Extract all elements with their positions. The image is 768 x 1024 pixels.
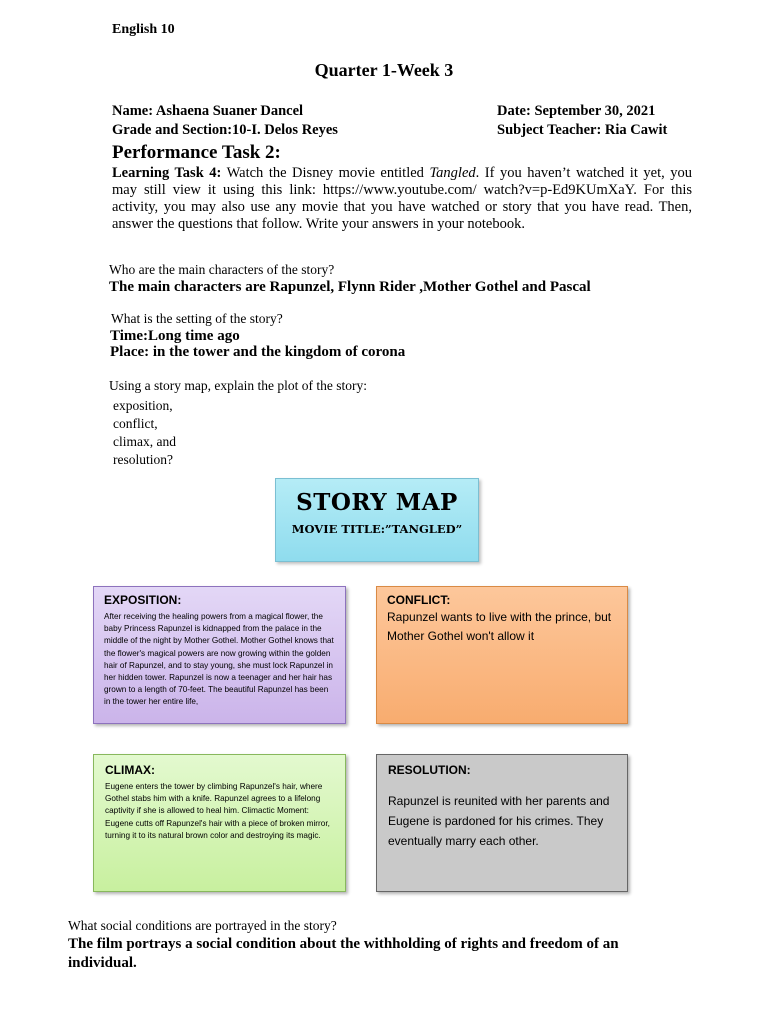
- learning-task-text-post: . If you haven’t watched it yet, you may still view it using this link: https://www.youtube.com/ watch?v=p-Ed9KUmXaY. For this activity, you may also use any movie that you have watched or story that you have read. Then, answer the questions that follow. Write your answers in your notebook.: [112, 165, 692, 232]
- question-plot: Using a story map, explain the plot of the story:: [109, 378, 367, 393]
- climax-box: [93, 754, 346, 892]
- learning-task-label: Learning Task 4:: [112, 165, 222, 181]
- plot-list: [113, 397, 176, 469]
- question-social-conditions: What social conditions are portrayed in the story?: [68, 918, 337, 933]
- story-map-movie-title: MOVIE TITLE:”TANGLED”: [291, 522, 463, 536]
- conflict-text: Rapunzel wants to live with the prince, but Mother Gothel won't allow it: [387, 610, 612, 643]
- answer-setting-place: Place: in the tower and the kingdom of corona: [110, 344, 406, 360]
- question-setting: What is the setting of the story?: [111, 311, 283, 326]
- date-label: Date: September 30, 2021: [497, 103, 656, 119]
- conflict-label: CONFLICT:: [387, 593, 451, 607]
- grade-section: Grade and Section:10-I. Delos Reyes: [112, 122, 338, 138]
- story-map-title: STORY MAP: [296, 489, 458, 516]
- plot-item: exposition,: [113, 398, 173, 413]
- resolution-box: [376, 754, 628, 892]
- movie-title-italic: Tangled: [429, 165, 476, 181]
- course-label: English 10: [112, 22, 175, 37]
- subject-teacher: Subject Teacher: Ria Cawit: [497, 122, 668, 138]
- plot-item: resolution?: [113, 452, 173, 467]
- page-title: Quarter 1-Week 3: [314, 60, 454, 80]
- answer-social-conditions: The film portrays a social condition about the withholding of rights and freedom of an individual.: [68, 936, 619, 971]
- exposition-box: [93, 586, 346, 724]
- climax-text: Eugene enters the tower by climbing Rapunzel's hair, where Gothel stabs him with a knife. Rapunzel agrees to a lifelong captivity if she is allowed to heal him. Climactic Moment: Eugene cutts off Rapunzel's hair with a piece of broken mirror, turning it to its natural brown color and destroying its magic.: [105, 782, 330, 840]
- question-characters: Who are the main characters of the story?: [109, 262, 335, 277]
- student-name: Name: Ashaena Suaner Dancel: [112, 103, 304, 119]
- story-map-header: [275, 478, 479, 562]
- task-heading: Performance Task 2:: [112, 142, 281, 163]
- answer-setting-time: Time:Long time ago: [110, 328, 240, 344]
- resolution-label: RESOLUTION:: [388, 763, 471, 777]
- learning-task-paragraph: [112, 165, 692, 233]
- climax-label: CLIMAX:: [105, 763, 155, 777]
- learning-task-text-pre: Watch the Disney movie entitled: [221, 165, 430, 181]
- plot-item: conflict,: [113, 416, 158, 431]
- conflict-box: [376, 586, 628, 724]
- exposition-label: EXPOSITION:: [104, 593, 182, 607]
- exposition-text: After receiving the healing powers from a magical flower, the baby Princess Rapunzel is kidnapped from the palace in the middle of the night by Mother Gothel. Mother Gothel knows that the flower's magical powers are now growing within the golden hair of Rapunzel, and to stay young, she must lock Rapunzel in her hidden tower. Rapunzel is now a teenager and her hair has grown to a length of 70-feet. The beautiful Rapunzel has been in the tower her entire life,: [104, 612, 334, 707]
- plot-item: climax, and: [113, 434, 176, 449]
- resolution-text: Rapunzel is reunited with her parents and Eugene is pardoned for his crimes. They eventually marry each other.: [388, 794, 610, 848]
- answer-characters: The main characters are Rapunzel, Flynn Rider ,Mother Gothel and Pascal: [109, 279, 591, 295]
